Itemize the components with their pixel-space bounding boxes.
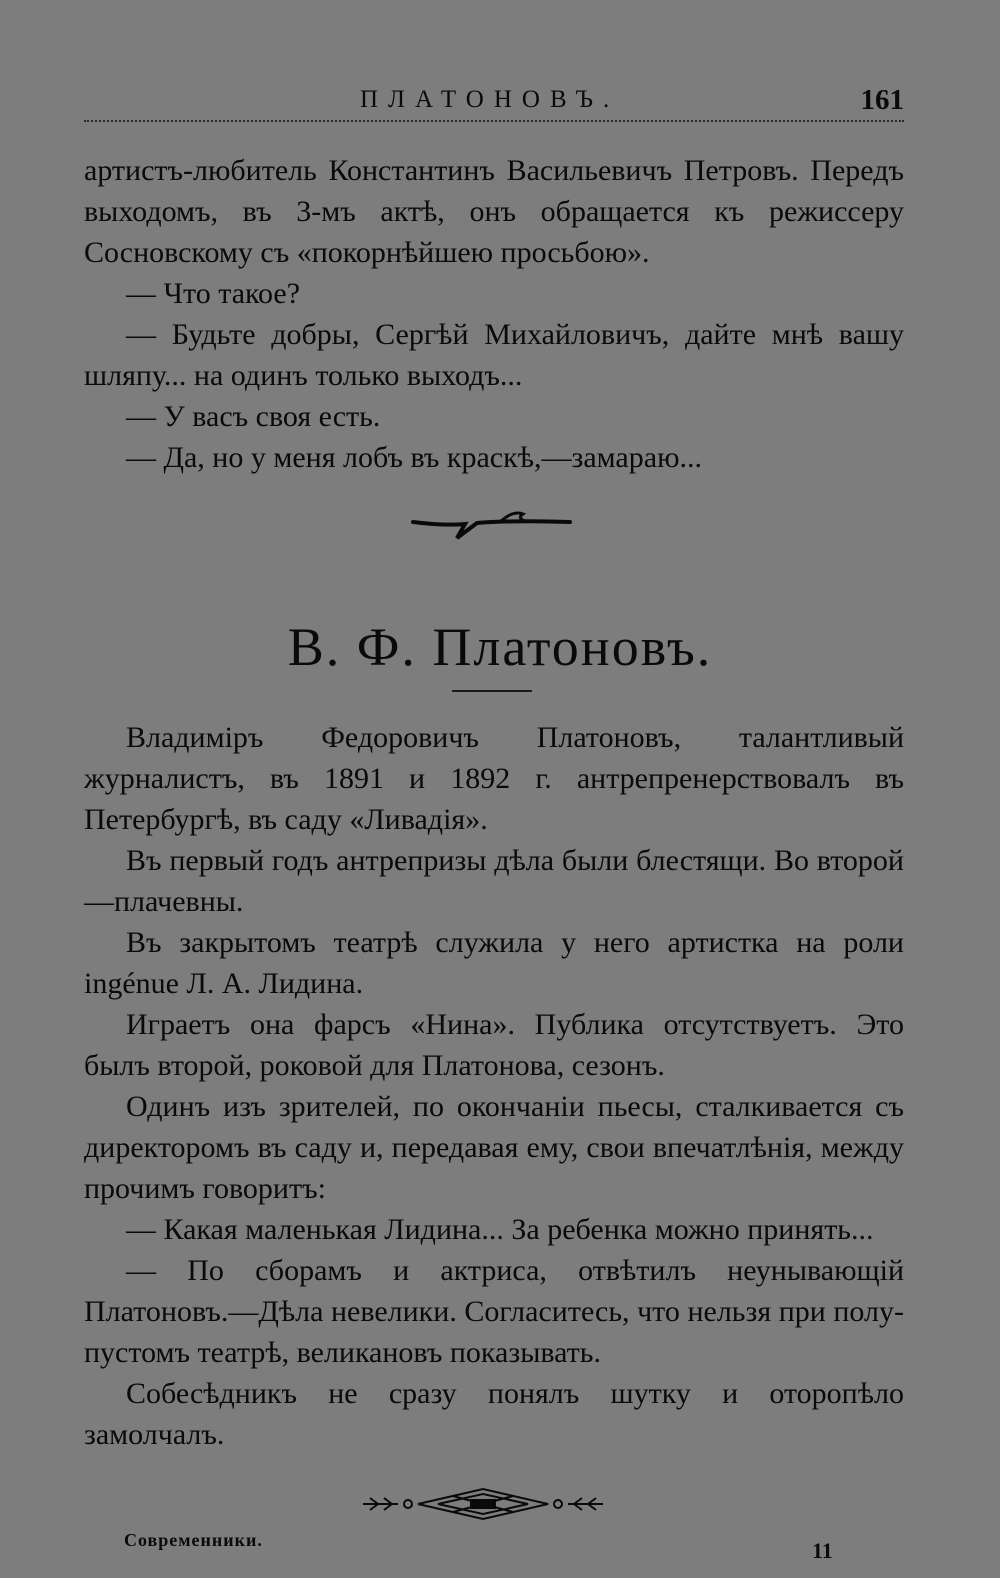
section-previous-text: [84, 150, 904, 478]
paragraph: Собесѣдникъ не сразу понялъ шутку и оторопѣло замолчалъ.: [84, 1377, 904, 1451]
paragraph: — Будьте добры, Сергѣй Михайловичъ, дайте мнѣ вашу шляпу... на одинъ только выходъ...: [84, 318, 904, 392]
running-title: ПЛАТОНОВЪ.: [360, 86, 620, 113]
paragraph: Въ первый годъ антрепризы дѣла были блестящи. Во второй—плачевны.: [84, 844, 904, 918]
fleuron-ornament: [405, 502, 575, 542]
paragraph: — Что такое?: [126, 277, 301, 310]
paragraph: — Да, но у меня лобъ въ краскѣ,—замараю...: [126, 441, 702, 474]
paragraph: Играетъ она фарсъ «Нина». Публика отсутствуетъ. Это былъ второй, роковой для Платонова, сезонъ.: [84, 1008, 904, 1082]
paragraph: Одинъ изъ зрителей, по окончаніи пьесы, сталкивается съ директоромъ въ саду и, передавая ему, свои впечатлѣнія, между прочимъ говоритъ:: [84, 1090, 904, 1205]
paragraph: Владиміръ Федоровичъ Платоновъ, талантливый журналистъ, въ 1891 и 1892 г. антрепренерствовалъ въ Петербургѣ, въ саду «Ливадія».: [84, 721, 904, 836]
signature-mark: Современники.: [124, 1530, 263, 1550]
paragraph: артистъ-любитель Константинъ Васильевичъ Петровъ. Передъ выходомъ, въ 3-мъ актѣ, онъ обращается къ режиссеру Сосновскому съ «покорнѣйшею просьбою».: [84, 154, 904, 269]
paragraph: — У васъ своя есть.: [126, 400, 381, 433]
running-header: [84, 86, 904, 122]
page-number: 161: [860, 84, 904, 116]
paragraph: — По сборамъ и актриса, отвѣтилъ неунывающій Платоновъ.—Дѣла невелики. Согласитесь, что нельзя при полу-пустомъ театрѣ, великановъ показывать.: [84, 1254, 904, 1369]
section-platonov-text: [84, 717, 904, 1455]
paragraph: — Какая маленькая Лидина... За ребенка можно принять...: [126, 1213, 874, 1246]
title-rule: [452, 690, 532, 692]
paragraph: Въ закрытомъ театрѣ служила у него артистка на роли ingénue Л. А. Лидина.: [84, 926, 904, 1000]
section-title: В. Ф. Платоновъ.: [287, 617, 713, 677]
tailpiece-ornament: [358, 1484, 608, 1524]
sheet-number: 11: [812, 1538, 833, 1563]
